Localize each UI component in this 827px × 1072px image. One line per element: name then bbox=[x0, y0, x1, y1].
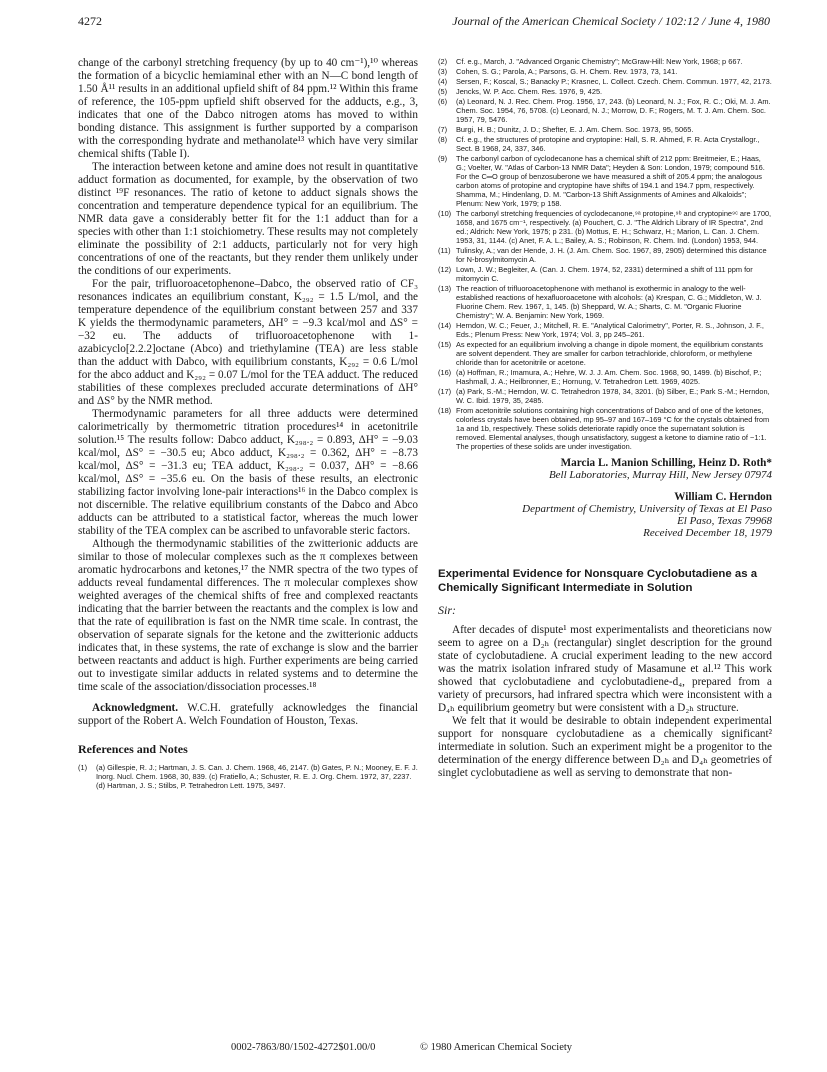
salutation: Sir: bbox=[438, 603, 456, 617]
reference-item bbox=[438, 284, 772, 320]
reference-item bbox=[438, 406, 772, 451]
references-list-right bbox=[438, 57, 772, 451]
reference-number: (12) bbox=[438, 265, 452, 274]
reference-text: As expected for an equilibrium involving a change in dipole moment, the equilibrium constants are solvent dependent. They are smaller for carbon tetrachloride, chloroform, or methylene chloride than for acetonitrile or acetone. bbox=[456, 340, 763, 367]
reference-text: Jencks, W. P. Acc. Chem. Res. 1976, 9, 425. bbox=[456, 87, 603, 96]
article-title: Experimental Evidence for Nonsquare Cyclobutadiene as a Chemically Significant Intermediate in Solution bbox=[438, 568, 758, 594]
reference-number: (6) bbox=[438, 97, 448, 106]
reference-number: (8) bbox=[438, 135, 448, 144]
reference-item bbox=[438, 67, 772, 76]
reference-item bbox=[438, 368, 772, 386]
author-names-1: Marcia L. Manion Schilling, Heinz D. Roth* bbox=[560, 457, 772, 469]
reference-number: (18) bbox=[438, 406, 452, 415]
reference-text: Lown, J. W.; Begleiter, A. (Can. J. Chem. 1974, 52, 2331) determined a shift of 111 ppm for mitomycin C. bbox=[456, 265, 753, 283]
affiliation-1: Bell Laboratories, Murray Hill, New Jersey 07974 bbox=[548, 469, 772, 481]
received-date: Received December 18, 1979 bbox=[643, 527, 772, 539]
reference-item bbox=[78, 763, 418, 790]
reference-text: Tulinsky, A.; van der Hende, J. H. (J. Am. Chem. Soc. 1967, 89, 2905) determined this distance for N-brosylmitomycin A. bbox=[456, 246, 767, 264]
acknowledgment-text: W.C.H. gratefully acknowledges the financial support of the Robert A. Welch Foundation of Houston, Texas. bbox=[78, 702, 418, 727]
reference-number: (7) bbox=[438, 125, 448, 134]
reference-item bbox=[438, 246, 772, 264]
reference-item bbox=[438, 97, 772, 124]
body-paragraph: change of the carbonyl stretching frequency (by up to 40 cm⁻¹),¹⁰ whereas the formation of a bicyclic hemiaminal ether with an N—C bond length of 1.50 Å¹¹ results in an additional upfield shift of 84 ppm.¹² Within this frame of reference, the 105-ppm upfield shift observed for the adducts, e.g., 3, indicates that one of the Dabco nitrogen atoms has moved to within bonding distance. This assignment is further supported by a comparison with the corresponding hydrate and methanolate¹³ which have very similar chemical shifts (Table I). bbox=[78, 57, 418, 160]
reference-number: (17) bbox=[438, 387, 452, 396]
reference-text: Burgi, H. B.; Dunitz, J. D.; Shefter, E. J. Am. Chem. Soc. 1973, 95, 5065. bbox=[456, 125, 694, 134]
right-column bbox=[438, 57, 772, 780]
reference-text: Cf. e.g., the structures of protopine and cryptopine: Hall, S. R. Ahmed, F. R. Acta Crystallogr., Sect. B 1968, 24, 337, 346. bbox=[456, 135, 760, 153]
acknowledgment-label: Acknowledgment. bbox=[92, 702, 179, 714]
running-header bbox=[78, 14, 770, 32]
reference-number: (15) bbox=[438, 340, 452, 349]
body-paragraph: The interaction between ketone and amine does not result in quantitative adduct formation as documented, for example, by the observation of two distinct ¹⁹F resonances. The ratio of ketone to adduct signals shows the concentration and temperature dependence typical for an equilibrium. The NMR data gave a considerably better fit for the 1:1 adduct than for a species with other than 1:1 stoichiometry. These results may not completely eliminate the possibility of 2:1 adducts, particularly not for very high concentrations of one of the reactants, but they render them unlikely under the conditions of our experiments. bbox=[78, 161, 418, 277]
reference-number: (2) bbox=[438, 57, 448, 66]
left-column bbox=[78, 57, 418, 791]
body-paragraph: We felt that it would be desirable to obtain independent experimental support for nonsquare cyclobutadiene as a chemically significant² intermediate in solution. Such an experiment might be a progenitor to the determination of the energy difference between D₂ₕ and D₄ₕ geometries of singlet cyclobutadiene as well as serving to demonstrate that non- bbox=[438, 715, 772, 779]
reference-text: (a) Park, S.-M.; Herndon, W. C. Tetrahedron 1978, 34, 3201. (b) Silber, E.; Park S.-M.; Herndon, W. C. Ibid. 1979, 35, 2485. bbox=[456, 387, 770, 405]
body-paragraph: For the pair, trifluoroacetophenone–Dabco, the observed ratio of CF₃ resonances indicates an equilibrium constant, K₂₉₂ = 1.5 L/mol, and the temperature dependence of the equilibrium constant between 257 and 337 K yields the thermodynamic parameters, ΔH° = −9.3 kcal/mol and ΔS° = −32 eu. The adducts of trifluoroacetophenone with 1-azabicyclo[2.2.2]octane (Abco) and triethylamine (TEA) are less stable than the adduct with Dabco, with equilibrium constants, K₂₉₂ = 0.6 L/mol for the abco adduct and K₂₉₂ = 0.07 L/mol for the TEA adduct. The reduced stabilities of these complexes precluded accurate determinations of ΔH° and ΔS° by the NMR method. bbox=[78, 278, 418, 407]
acknowledgment bbox=[78, 702, 418, 728]
reference-item bbox=[438, 125, 772, 134]
reference-text: The reaction of trifluoroacetophenone with methanol is exothermic in analogy to the well-established reactions of hexafluoroacetone with alcohols: (a) Krespan, C. G.; Middleton, W. J. Fluorine Chem. Rev. 1967, 1, 145. (b) Sheppard, W. A.; Sharts, C. M. "Organic Fluorine Chemistry"; W. A. Benjamin: New York, 1969. bbox=[456, 284, 762, 320]
article-code: 0002-7863/80/1502-4272$01.00/0 bbox=[231, 1042, 376, 1053]
page-number: 4272 bbox=[78, 14, 102, 28]
reference-item bbox=[438, 77, 772, 86]
reference-text: Herndon, W. C.; Feuer, J.; Mitchell, R. E. "Analytical Calorimetry", Porter, R. S., Johnson, J. F., Eds.; Plenum Press: New York, 1974; Vol. 3, pp 245–261. bbox=[456, 321, 764, 339]
reference-item bbox=[438, 135, 772, 153]
reference-item bbox=[438, 265, 772, 283]
reference-text: Cf. e.g., March, J. "Advanced Organic Chemistry"; McGraw-Hill: New York, 1968; p 667. bbox=[456, 57, 743, 66]
reference-text: From acetonitrile solutions containing high concentrations of Dabco and of one of the ketones, colorless crystals have been obtained, mp 95–97 and 167–169 °C for the crystals obtained from 1a and 1b, respectively. These solids deteriorate rapidly once the supernatant solution is removed. Elemental analyses, though unsatisfactory, suggest a ketone to diamine ratio of ~1:1. The properties of these solids are under investigation. bbox=[456, 406, 770, 451]
reference-text: The carbonyl stretching frequencies of cyclodecanone,⁹ᵃ protopine,⁹ᵇ and cryptopine⁹ᶜ are 1700, 1658, and 1675 cm⁻¹, respectively. (a) Pouchert, C. J. "The Aldrich Library of IR Spectra", 2nd ed.; Aldrich: New York, 1975; p 231. (b) Mottus, E. H.; Schwarz, H.; Marion, L. Can. J. Chem. 1953, 31, 1144. (c) Anet, F. A. L.; Bailey, A. S.; Robinson, R. Chem. Ind. (London) 1953, 944. bbox=[456, 209, 772, 245]
reference-number: (14) bbox=[438, 321, 452, 330]
references-heading: References and Notes bbox=[78, 742, 188, 756]
affiliation-2-line-1: Department of Chemistry, University of Texas at El Paso bbox=[522, 503, 772, 515]
reference-item bbox=[438, 340, 772, 367]
affiliation-2-line-2: El Paso, Texas 79968 bbox=[677, 515, 772, 527]
reference-text: Cohen, S. G.; Parola, A.; Parsons, G. H. Chem. Rev. 1973, 73, 141. bbox=[456, 67, 678, 76]
reference-number: (13) bbox=[438, 284, 452, 293]
reference-number: (10) bbox=[438, 209, 452, 218]
reference-item bbox=[438, 321, 772, 339]
reference-text: (a) Hoffman, R.; Imamura, A.; Hehre, W. J. J. Am. Chem. Soc. 1968, 90, 1499. (b) Bischof, P.; Hashmall, J. A.; Heilbronner, E.; Hornung, V. Tetrahedron Lett. 1969, 4025. bbox=[456, 368, 762, 386]
copyright: © 1980 American Chemical Society bbox=[420, 1042, 573, 1053]
reference-text: Sersen, F.; Koscal, S.; Banacky P.; Krasnec, L. Collect. Czech. Chem. Commun. 1977, 42, 2173. bbox=[456, 77, 772, 86]
reference-number: (5) bbox=[438, 87, 448, 96]
reference-text: (a) Leonard, N. J. Rec. Chem. Prog. 1956, 17, 243. (b) Leonard, N. J.; Fox, R. C.; Oki, M. J. Am. Chem. Soc. 1954, 76, 5708. (c) Leonard, N. J.; Morrow, D. F.; Rogers, M. T. J. Am. Chem. Soc. 1957, 79, 5476. bbox=[456, 97, 771, 124]
reference-number: (3) bbox=[438, 67, 448, 76]
reference-item bbox=[438, 154, 772, 208]
reference-item bbox=[438, 387, 772, 405]
reference-item bbox=[438, 209, 772, 245]
reference-number: (16) bbox=[438, 368, 452, 377]
reference-text: (a) Gillespie, R. J.; Hartman, J. S. Can. J. Chem. 1968, 46, 2147. (b) Gates, P. N.; Mooney, E. F. J. Inorg. Nucl. Chem. 1968, 30, 839. (c) Fratiello, A.; Schuster, R. E. J. Org. Chem. 1972, 37, 2237. (d) Hartman, J. S.; Stilbs, P. Tetrahedron Lett. 1975, 3497. bbox=[96, 763, 418, 790]
reference-number: (1) bbox=[78, 763, 88, 772]
reference-item bbox=[438, 87, 772, 96]
author-block bbox=[438, 457, 772, 539]
reference-text: The carbonyl carbon of cyclodecanone has a chemical shift of 212 ppm: Breitmeier, E.; Haas, G.; Voelter, W. "Atlas of Carbon-13 NMR Data"; Heyden & Son: London, 1979; compound 516. For the C═O group of benzosuberone we have measured a shift of 205.4 ppm; the analogous carbon atoms of protopine and cryptopine have shifts of 194.1 and 194.7 ppm, respectively. Shamma, M.; Hindenlang, D. M. "Carbon-13 Shift Assignments of Amines and Alkaloids"; Plenum: New York, 1979; p 158. bbox=[456, 154, 765, 208]
body-paragraph: After decades of dispute¹ most experimentalists and theoreticians now seem to agree on a D₂ₕ (rectangular) singlet description for the ground state of cyclobutadiene. A crucial experiment leading to the new accord was the matrix isolation infrared study of Masamune et al.¹² This work showed that cyclobutadiene and cyclobutadiene-d₄, prepared from a variety of precursors, had infrared spectra which were inconsistent with a D₄ₕ equilibrium geometry but were consistent with a D₂ₕ structure. bbox=[438, 624, 772, 714]
body-paragraph: Although the thermodynamic stabilities of the zwitterionic adducts are similar to those of molecular complexes such as the π complexes between aromatic hydrocarbons and ketones,¹⁷ the NMR spectra of the two types of adducts reveal fundamental differences. The π molecular complexes show weighted averages of the chemical shifts of free and complexed reactants indicating that the barrier between the reactants and the complex is low and that the rate of equilibration is fast on the NMR time scale. In contrast, the observation of separate signals for the ketone and the zwitterionic adducts indicates that, in these systems, the rate of exchange is slow and the barrier between reactants and adduct is high. Further experiments are being carried out to investigate similar adducts in related systems and to determine the time scale of the association/dissociation processes.¹⁸ bbox=[78, 538, 418, 693]
body-paragraph: Thermodynamic parameters for all three adducts were determined calorimetrically by thermometric titration procedures¹⁴ in acetonitrile solution.¹⁵ The results follow: Dabco adduct, K₂₉₈.₂ = 0.893, ΔH° = −9.03 kcal/mol, ΔS° = −30.5 eu; Abco adduct, K₂₉₈.₂ = 0.362, ΔH° = −8.73 kcal/mol, ΔS° = −31.3 eu; TEA adduct, K₂₉₈.₂ = 0.037, ΔH° = −8.66 kcal/mol, ΔS° = −35.6 eu. On the basis of these results, an electronic stabilizing factor involving lone-pair interactions¹⁶ in the Dabco complex is not discernible. The relative equilibrium constants of the Dabco and Abco adducts can be attributed to a statistical factor, whereas the much lower stability of the TEA complex can be ascribed to unfavorable steric factors. bbox=[78, 408, 418, 537]
journal-citation: Journal of the American Chemical Society / 102:12 / June 4, 1980 bbox=[452, 14, 770, 28]
reference-number: (11) bbox=[438, 246, 451, 255]
references-list-left bbox=[78, 763, 418, 790]
reference-number: (4) bbox=[438, 77, 448, 86]
reference-number: (9) bbox=[438, 154, 448, 163]
author-names-2: William C. Herndon bbox=[674, 491, 772, 503]
reference-item bbox=[438, 57, 772, 66]
